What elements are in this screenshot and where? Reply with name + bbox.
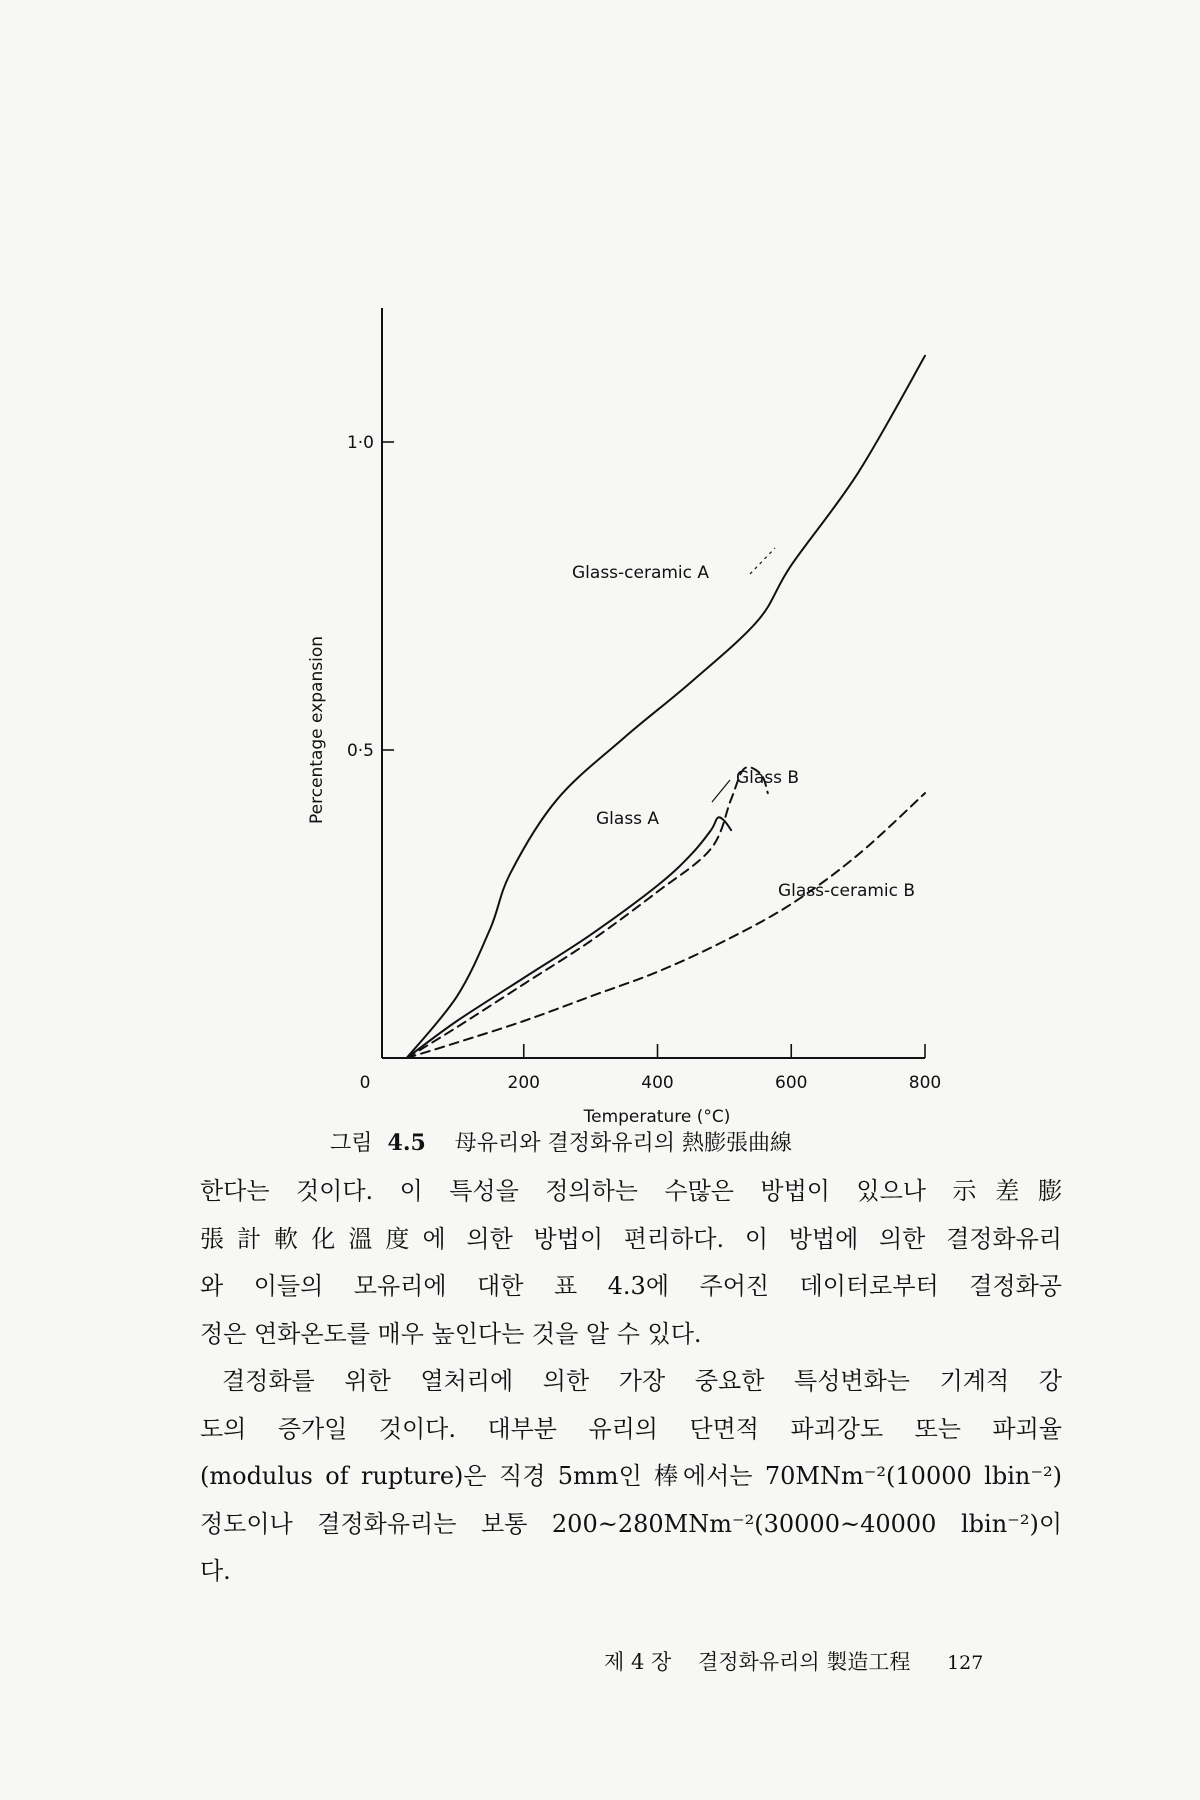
body-line: 정은 연화온도를 매우 높인다는 것을 알 수 있다. (200, 1319, 702, 1348)
y-tick-label: 1·0 (346, 433, 374, 453)
y-axis-title: Percentage expansion (307, 636, 327, 824)
body-line: 張計軟化溫度에 의한 방법이 편리하다. 이 방법에 의한 결정화유리 (200, 1224, 1062, 1253)
series-label-glass-ceramic-a: Glass-ceramic A (572, 563, 710, 583)
series-label-glass-a: Glass A (596, 809, 660, 829)
body-paragraphs (200, 1168, 1062, 1596)
chart-labels (307, 433, 941, 1127)
body-line: 한다는 것이다. 이 특성을 정의하는 수많은 방법이 있으나 示差膨 (200, 1177, 1062, 1205)
body-line: 와 이들의 모유리에 대한 표 4.3에 주어진 데이터로부터 결정화공 (200, 1272, 1062, 1300)
series-label-glass-b: Glass B (736, 768, 800, 788)
x-tick-label: 800 (908, 1073, 942, 1093)
body-line: 정도이나 결정화유리는 보통 200~280MNm⁻²(30000~40000 lbin⁻²)이 (200, 1509, 1062, 1538)
body-line: 다. (200, 1557, 231, 1585)
series-line-glass-a (407, 817, 731, 1058)
x-tick-label: 0 (359, 1073, 371, 1093)
x-tick-label: 400 (641, 1073, 674, 1093)
caption-number: 4.5 (387, 1130, 426, 1156)
series-label-glass-ceramic-b: Glass-ceramic B (778, 881, 916, 901)
page-number: 127 (947, 1652, 984, 1674)
series-line-glass-ceramic-b (407, 793, 925, 1058)
body-line: 결정화를 위한 열처리에 의한 가장 중요한 특성변화는 기계적 강 (222, 1367, 1062, 1395)
leader-glass-b (712, 780, 730, 802)
y-tick-label: 0·5 (346, 741, 374, 761)
footer-title: 결정화유리의 製造工程 (697, 1650, 911, 1674)
body-line: 도의 증가일 것이다. 대부분 유리의 단면적 파괴강도 또는 파괴율 (200, 1414, 1062, 1443)
x-tick-label: 200 (507, 1073, 540, 1093)
x-tick-label: 600 (775, 1073, 808, 1093)
series-line-glass-b (407, 767, 768, 1058)
body-line: (modulus of rupture)은 직경 5mm인 棒에서는 70MNm⁻²(10000 lbin⁻²) (200, 1462, 1062, 1490)
series-line-glass-ceramic-a (407, 356, 925, 1058)
chart-series-layer (407, 356, 925, 1058)
x-axis-title: Temperature (°C) (583, 1107, 731, 1127)
leader-glass-ceramic-a (750, 548, 775, 574)
caption-label: 그림 (330, 1131, 373, 1156)
caption-text: 母유리와 결정화유리의 熱膨張曲線 (454, 1131, 793, 1156)
footer-chapter: 제 4 장 (604, 1650, 672, 1674)
chart-axes (382, 308, 925, 1058)
page-footer (604, 1646, 983, 1676)
figure-caption (330, 1126, 792, 1157)
